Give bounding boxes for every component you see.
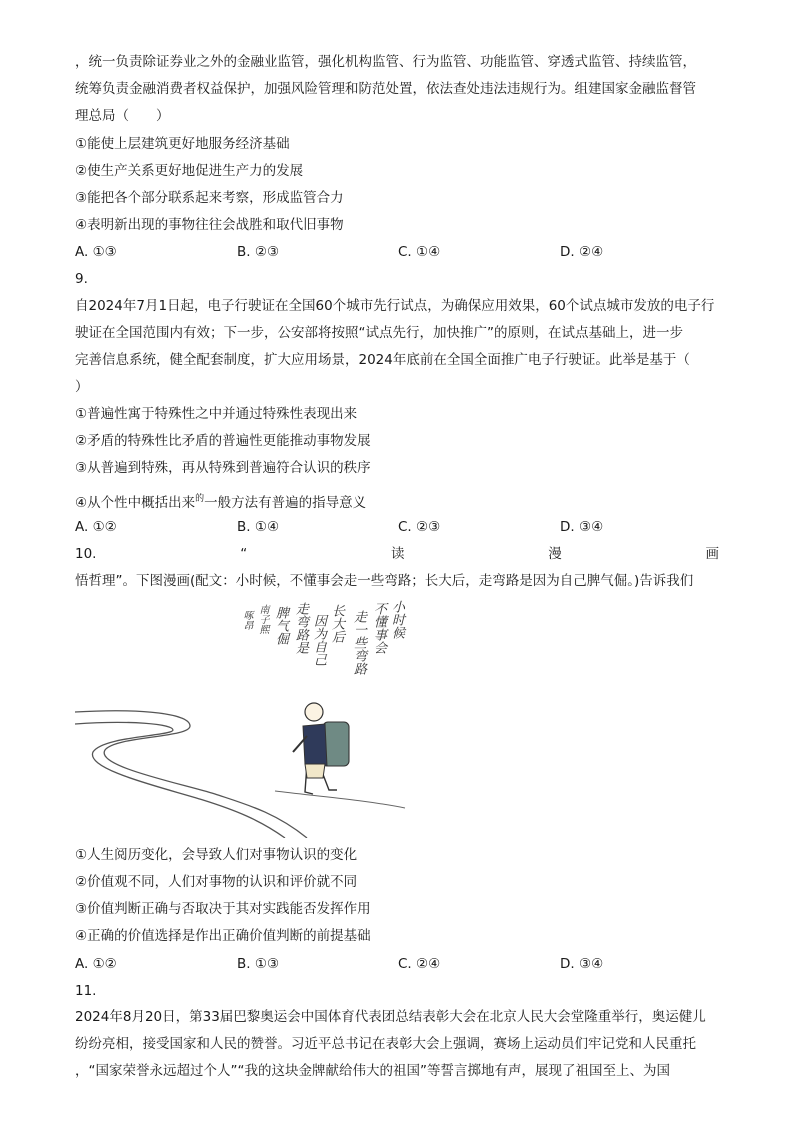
- q11-stem-line-3: ，“国家荣誉永远超过个人”“我的这块金牌献给伟大的祖国”等誓言掷地有声，展现了祖国至上、为国: [75, 1063, 670, 1079]
- path-edge-outer: [75, 711, 307, 838]
- q10-item-3: ③价值判断正确与否取决于其对实践能否发挥作用: [75, 901, 371, 917]
- q10-option-b[interactable]: B. ①③: [237, 956, 280, 972]
- cartoon-caption: [235, 600, 405, 696]
- cartoon-caption-col-1: 小时候: [389, 600, 404, 639]
- cartoon-signature-2: 啄昂: [241, 610, 252, 630]
- q8-item-1: ①能使上层建筑更好地服务经济基础: [75, 136, 290, 152]
- q9-number: 9.: [75, 271, 88, 287]
- q9-option-a[interactable]: A. ①②: [75, 519, 117, 535]
- q10-item-1: ①人生阅历变化，会导致人们对事物认识的变化: [75, 847, 358, 863]
- q9-item-4-part-b: 一般方法有普遍的指导意义: [204, 495, 367, 511]
- q10-option-a[interactable]: A. ①②: [75, 956, 117, 972]
- cartoon-caption-col-6: 走弯路是: [293, 602, 308, 654]
- q10-stem-line-2: 悟哲理”。下图漫画(配文：小时候，不懂事会走一些弯路；长大后，走弯路是因为自己脾气倔。)告诉我们: [75, 573, 694, 589]
- cartoon-caption-col-5: 因为自己: [311, 614, 326, 666]
- q10-number: 10.: [75, 546, 97, 562]
- q8-item-2: ②使生产关系更好地促进生产力的发展: [75, 163, 304, 179]
- q9-option-b[interactable]: B. ①④: [237, 519, 280, 535]
- q8-stem-line-2: 统筹负责金融消费者权益保护，加强风险管理和防范处置，依法查处违法违规行为。组建国家金融监督管: [75, 81, 696, 97]
- q8-stem-line-3: 理总局（ ）: [75, 108, 170, 124]
- q10-option-d[interactable]: D. ③④: [560, 956, 604, 972]
- q11-stem-line-1: 2024年8月20日，第33届巴黎奥运会中国体育代表团总结表彰大会在北京人民大会堂隆重举行，奥运健儿: [75, 1009, 706, 1025]
- q9-item-4: [75, 490, 366, 512]
- cartoon-caption-col-2: 不懂事会: [371, 602, 386, 654]
- q9-stem-line-3: 完善信息系统，健全配套制度，扩大应用场景，2024年底前在全国全面推广电子行驶证。此举是基于（: [75, 352, 690, 368]
- q9-item-3: ③从普遍到特殊，再从特殊到普遍符合认识的秩序: [75, 460, 371, 476]
- q10-item-2: ②价值观不同，人们对事物的认识和评价就不同: [75, 874, 358, 890]
- cartoon-signature-1: 南子熙: [257, 604, 268, 634]
- q9-option-d[interactable]: D. ③④: [560, 519, 604, 535]
- q10-stem-line-1: [75, 545, 719, 563]
- q9-option-c[interactable]: C. ②③: [398, 519, 441, 535]
- q8-option-a[interactable]: A. ①③: [75, 244, 117, 260]
- q9-stem-line-2: 驶证在全国范围内有效；下一步，公安部将按照“试点先行，加快推广”的原则，在试点基础上，进一步: [75, 325, 683, 341]
- cartoon-caption-col-3: 走一些弯路: [351, 610, 366, 675]
- q9-stem-line-4: ）: [75, 379, 89, 395]
- q10-word-man: 漫: [548, 546, 562, 562]
- q8-option-c[interactable]: C. ①④: [398, 244, 441, 260]
- q8-item-3: ③能把各个部分联系起来考察，形成监管合力: [75, 190, 344, 206]
- q11-stem-line-2: 纷纷亮相，接受国家和人民的赞誉。习近平总书记在表彰大会上强调，赛场上运动员们牢记党和人民重托: [75, 1036, 696, 1052]
- q9-item-4-part-a: ④从个性中概括出来: [75, 495, 196, 511]
- q9-item-1: ①普遍性寓于特殊性之中并通过特殊性表现出来: [75, 406, 358, 422]
- q8-stem-line-1: ，统一负责除证券业之外的金融业监管，强化机构监管、行为监管、功能监管、穿透式监管、持续监管，: [75, 54, 696, 70]
- q10-item-4: ④正确的价值选择是作出正确价值判断的前提基础: [75, 928, 371, 944]
- path-edge-inner: [75, 722, 285, 838]
- q8-option-d[interactable]: D. ②④: [560, 244, 604, 260]
- q10-option-c[interactable]: C. ②④: [398, 956, 441, 972]
- q10-word-hua: 画: [705, 546, 719, 562]
- q10-quote-open: “: [240, 546, 248, 562]
- q8-item-4: ④表明新出现的事物往往会战胜和取代旧事物: [75, 217, 344, 233]
- walking-figure: [293, 703, 349, 794]
- q11-number: 11.: [75, 983, 97, 999]
- q9-item-2: ②矛盾的特殊性比矛盾的普遍性更能推动事物发展: [75, 433, 371, 449]
- ground-line: [275, 791, 405, 808]
- q9-item-4-superscript: 的: [195, 494, 205, 504]
- cartoon-caption-col-4: 长大后: [329, 604, 344, 643]
- q10-word-du: 读: [390, 546, 405, 562]
- cartoon-caption-col-7: 脾气倔: [273, 606, 288, 645]
- q9-stem-line-1: 自2024年7月1日起，电子行驶证在全国60个城市先行试点，为确保应用效果，60个试点城市发放的电子行: [75, 298, 715, 314]
- q8-option-b[interactable]: B. ②③: [237, 244, 280, 260]
